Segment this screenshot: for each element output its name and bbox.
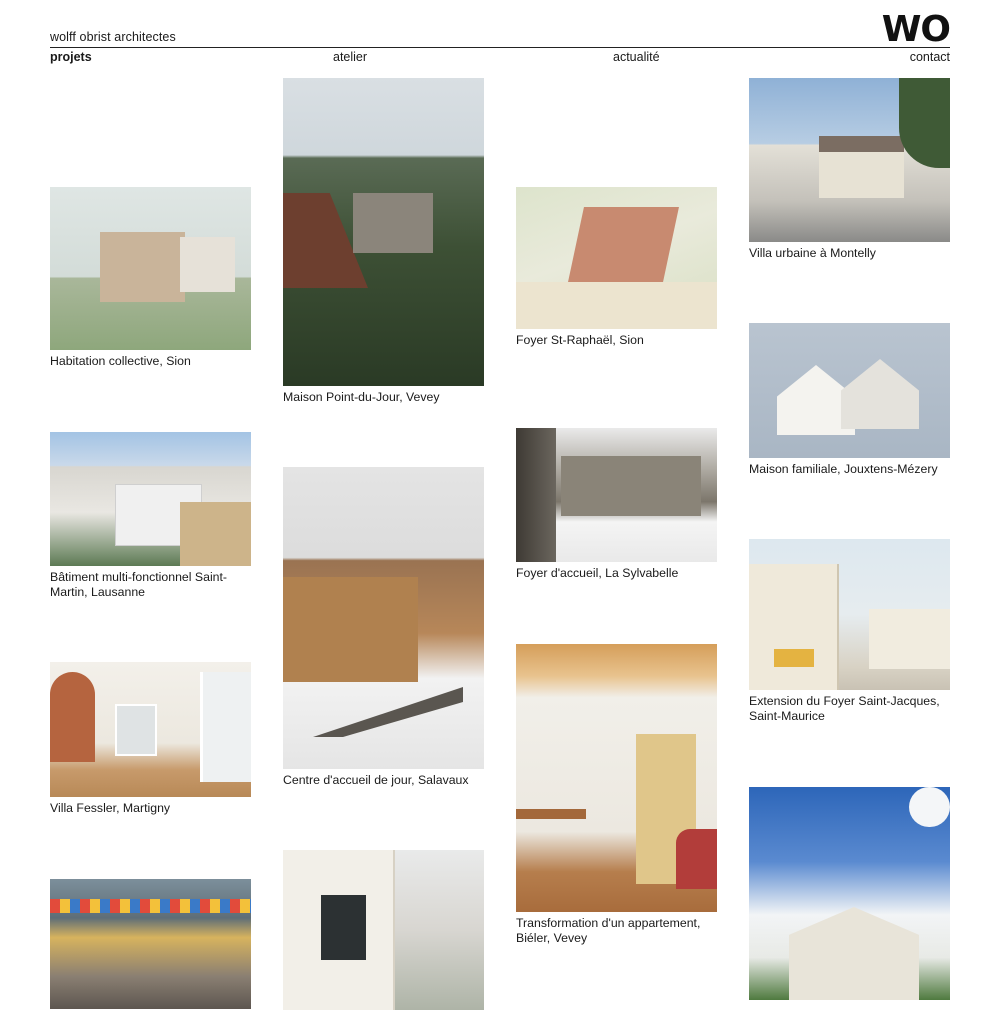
project-card — [516, 644, 717, 946]
project-image[interactable] — [50, 187, 251, 350]
house-shape — [353, 193, 433, 253]
project-card — [283, 467, 484, 788]
logo[interactable]: WO — [881, 9, 950, 50]
path-shape — [313, 687, 463, 737]
project-card — [749, 78, 950, 261]
nav-actualite[interactable]: actualité — [613, 50, 660, 64]
project-image[interactable] — [749, 539, 950, 690]
model-house-shape — [841, 359, 919, 429]
project-image[interactable] — [283, 467, 484, 769]
building-shape — [869, 609, 950, 669]
project-title[interactable]: Villa Fessler, Martigny — [50, 801, 171, 815]
project-image[interactable] — [516, 187, 717, 329]
project-title[interactable]: Extension du Foyer Saint-Jacques, Saint-Maurice — [749, 694, 940, 723]
building-shape — [180, 237, 235, 292]
project-image[interactable] — [749, 787, 950, 1000]
project-image[interactable] — [749, 323, 950, 458]
roof-shape — [819, 136, 904, 152]
project-card — [50, 432, 251, 600]
project-title[interactable]: Centre d'accueil de jour, Salavaux — [283, 773, 469, 787]
project-title[interactable]: Habitation collective, Sion — [50, 354, 191, 368]
building-shape — [180, 502, 251, 566]
project-title[interactable]: Foyer d'accueil, La Sylvabelle — [516, 566, 679, 580]
nav-projets[interactable]: projets — [50, 50, 92, 64]
window-shape — [200, 672, 251, 782]
project-card — [749, 323, 950, 477]
project-image[interactable] — [283, 78, 484, 386]
tree-shape — [899, 78, 950, 168]
ground-shape — [516, 282, 717, 329]
project-image[interactable] — [50, 432, 251, 566]
nav-atelier[interactable]: atelier — [333, 50, 368, 64]
arch-shape — [50, 672, 95, 762]
window-shape — [115, 704, 157, 756]
project-title[interactable]: Foyer St-Raphaël, Sion — [516, 333, 644, 347]
project-card — [516, 187, 717, 348]
project-title[interactable]: Villa urbaine à Montelly — [749, 246, 876, 260]
header-divider — [50, 47, 950, 48]
project-title[interactable]: Maison familiale, Jouxtens-Mézery — [749, 462, 938, 476]
cabin-shape — [283, 577, 418, 682]
project-card — [283, 850, 484, 1014]
building-shape — [100, 232, 185, 302]
project-image[interactable] — [283, 850, 484, 1010]
villa-shape — [789, 907, 919, 1000]
project-title[interactable]: Transformation d'un appartement, Biéler, Vevey — [516, 916, 701, 945]
project-card — [516, 428, 717, 581]
project-card — [50, 662, 251, 816]
project-card — [749, 539, 950, 724]
cloud-shape — [909, 787, 950, 827]
project-image[interactable] — [749, 78, 950, 242]
project-image[interactable] — [50, 879, 251, 1009]
project-image[interactable] — [516, 428, 717, 562]
table-shape — [516, 809, 586, 819]
tree-shape — [516, 428, 556, 562]
project-image[interactable] — [516, 644, 717, 912]
chair-shape — [676, 829, 717, 889]
bunting-shape — [50, 899, 251, 913]
window-shape — [321, 895, 366, 960]
nav-contact[interactable]: contact — [909, 50, 950, 64]
project-card — [283, 78, 484, 405]
project-card — [749, 787, 950, 1004]
project-card — [50, 187, 251, 369]
project-image[interactable] — [50, 662, 251, 797]
awning-shape — [774, 649, 814, 667]
building-shape — [749, 564, 839, 690]
building-shape — [561, 456, 701, 516]
project-title[interactable]: Bâtiment multi-fonctionnel Saint-Martin, Lausanne — [50, 570, 228, 599]
project-title[interactable]: Maison Point-du-Jour, Vevey — [283, 390, 440, 404]
roof-shape — [568, 207, 679, 282]
brand-name[interactable]: wolff obrist architectes — [50, 30, 176, 44]
project-card — [50, 879, 251, 1013]
